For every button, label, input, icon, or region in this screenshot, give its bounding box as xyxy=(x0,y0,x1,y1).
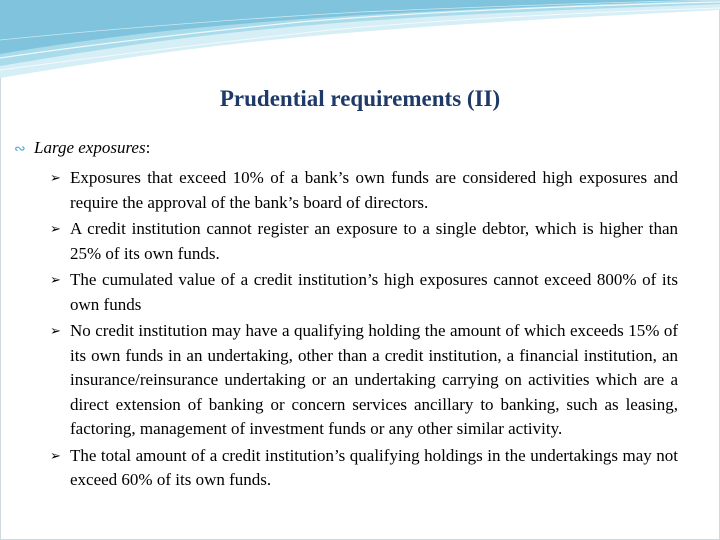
bullet-list xyxy=(50,166,678,495)
header-wave-banner xyxy=(0,0,720,80)
arrow-bullet-icon: ➢ xyxy=(50,323,61,338)
bullet-text: The total amount of a credit institution’s qualifying holdings in the undertakings may not exceed 60% of its own funds. xyxy=(70,445,678,489)
section-suffix: : xyxy=(145,138,151,157)
arrow-bullet-icon: ➢ xyxy=(50,447,61,463)
list-item xyxy=(50,217,678,266)
bullet-text: No credit institution may have a qualifying holding the amount of which exceeds 15% of its own funds in an undertaking, other than a credit institution, a financial institution, an insurance/reinsurance undertaking or an undertaking carrying on activities which are a direct extension of banking or concern services ancillary to banking, such as leasing, factoring, management of investment funds or any other similar activity. xyxy=(70,321,678,438)
arrow-bullet-icon: ➢ xyxy=(50,221,61,236)
section-heading xyxy=(14,136,150,160)
arrow-bullet-icon: ➢ xyxy=(50,170,61,185)
list-item xyxy=(50,268,678,317)
list-item xyxy=(50,166,678,215)
section-label: Large exposures xyxy=(34,138,146,157)
list-item xyxy=(50,319,678,442)
slide-title: Prudential requirements (II) xyxy=(219,86,501,111)
list-item xyxy=(50,444,678,493)
wave-bullet-icon: ∾ xyxy=(14,142,26,157)
bullet-text: A credit institution cannot register an exposure to a single debtor, which is higher than 25% of its own funds. xyxy=(70,219,678,263)
arrow-bullet-icon: ➢ xyxy=(50,272,61,287)
bullet-text: The cumulated value of a credit institution’s high exposures cannot exceed 800% of its own funds xyxy=(70,270,678,314)
bullet-text: Exposures that exceed 10% of a bank’s own funds are considered high exposures and require the approval of the bank’s board of directors. xyxy=(70,168,678,212)
